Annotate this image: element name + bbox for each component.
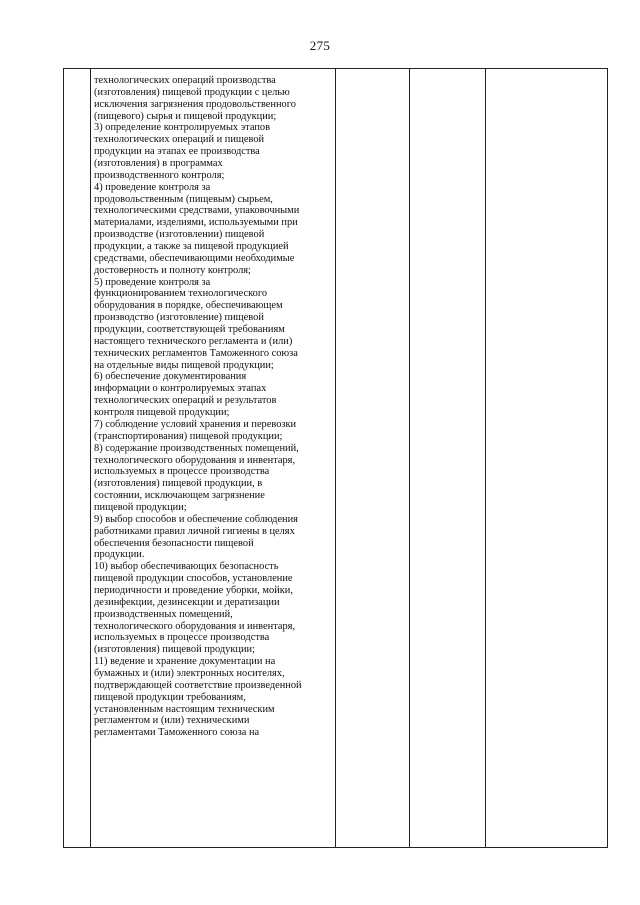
text-line: периодичности и проведение уборки, мойки, — [94, 584, 293, 596]
text-line: 3) определение контролируемых этапов — [94, 122, 270, 134]
text-line: 8) содержание производственных помещений, — [94, 442, 299, 454]
text-line: пищевой продукции требованиям, — [94, 691, 246, 703]
text-line: установленным настоящим техническим — [94, 703, 275, 715]
text-line: контроля пищевой продукции; — [94, 407, 230, 419]
text-line: 6) обеспечение документирования — [94, 371, 247, 383]
text-line: информации о контролируемых этапах — [94, 383, 267, 395]
text-line: (изготовления) в программах — [94, 158, 223, 170]
text-line: продукции на этапах ее производства — [94, 146, 260, 158]
text-line: 4) проведение контроля за — [94, 181, 211, 193]
text-line: технологического оборудования и инвентаря, — [94, 454, 296, 466]
text-line: производстве (изготовлении) пищевой — [94, 229, 265, 241]
text-line: технических регламентов Таможенного союза — [94, 347, 298, 359]
text-line: (транспортирования) пищевой продукции; — [94, 430, 283, 442]
text-line: настоящего технического регламента и (или) — [94, 335, 293, 347]
text-line: материалами, изделиями, используемыми при — [94, 217, 298, 229]
text-line: состоянии, исключающем загрязнение — [94, 490, 265, 502]
text-line: обеспечения безопасности пищевой — [94, 537, 254, 549]
text-line: производственных помещений, — [94, 608, 233, 620]
text-line: регламентами Таможенного союза на — [94, 727, 260, 739]
text-line: достоверность и полноту контроля; — [94, 264, 251, 276]
column-divider — [485, 69, 486, 847]
text-line: 11) ведение и хранение документации на — [94, 656, 276, 668]
page-number: 275 — [309, 38, 331, 53]
column-divider — [409, 69, 410, 847]
text-line: продукции, соответствующей требованиям — [94, 324, 285, 336]
text-line: технологических операций и пищевой — [94, 134, 265, 146]
text-line: используемых в процессе производства — [94, 632, 270, 644]
text-line: средствами, обеспечивающими необходимые — [94, 252, 295, 264]
text-line: бумажных и (или) электронных носителях, — [94, 667, 285, 679]
text-line: производство (изготовление) пищевой — [94, 312, 264, 324]
text-line: (изготовления) пищевой продукции с целью — [94, 86, 290, 98]
text-line: 9) выбор способов и обеспечение соблюдения — [94, 513, 298, 525]
text-line: пищевой продукции; — [94, 501, 187, 513]
column-divider — [335, 69, 336, 847]
text-line: регламентом и (или) техническими — [94, 715, 250, 727]
text-line: пищевой продукции способов, установление — [94, 573, 293, 585]
column-divider — [90, 69, 91, 847]
text-line: на отдельные виды пищевой продукции; — [94, 359, 274, 371]
text-line: продукции, а также за пищевой продукцией — [94, 241, 289, 253]
requirements-text-cell — [94, 75, 334, 739]
text-line: технологического оборудования и инвентаря, — [94, 620, 296, 632]
text-line: дезинфекции, дезинсекции и дератизации — [94, 596, 280, 608]
text-line: 10) выбор обеспечивающих безопасность — [94, 561, 279, 573]
text-line: оборудования в порядке, обеспечивающем — [94, 300, 283, 312]
text-line: (изготовления) пищевой продукции; — [94, 644, 255, 656]
requirements-table — [63, 68, 608, 848]
text-line: технологическими средствами, упаковочными — [94, 205, 300, 217]
text-line: продукции. — [94, 549, 145, 561]
text-line: (пищевого) сырья и пищевой продукции; — [94, 110, 277, 122]
text-line: подтверждающей соответствие произведенной — [94, 679, 302, 691]
text-line: (изготовления) пищевой продукции, в — [94, 478, 263, 490]
text-line: технологических операций производства — [94, 75, 276, 86]
text-line: работниками правил личной гигиены в целях — [94, 525, 295, 537]
text-line: производственного контроля; — [94, 169, 225, 181]
text-line: используемых в процессе производства — [94, 466, 270, 478]
text-line: 5) проведение контроля за — [94, 276, 211, 288]
text-line: 7) соблюдение условий хранения и перевозки — [94, 418, 297, 430]
text-line: технологических операций и результатов — [94, 395, 277, 407]
text-line: исключения загрязнения продовольственного — [94, 98, 296, 110]
text-line: продовольственным (пищевым) сырьем, — [94, 193, 273, 205]
text-line: функционированием технологического — [94, 288, 268, 300]
